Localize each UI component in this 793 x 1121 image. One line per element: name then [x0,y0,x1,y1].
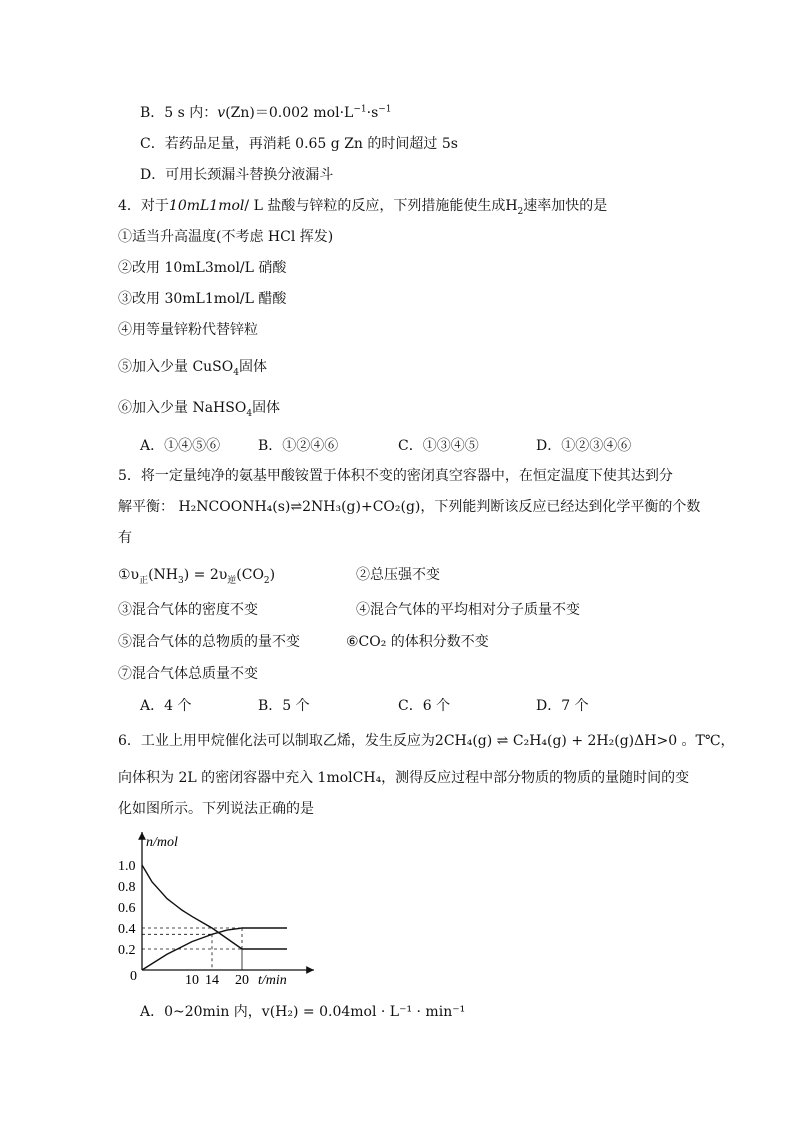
q5-option-b[interactable]: B．5 个 [258,698,310,714]
origin-label: 0 [130,969,137,984]
q3-option-b: B．5 s 内：v(Zn)＝0.002 $mol\cdot L^{-1}\cdot s^{-1}$ [140,104,392,121]
q4-item-1: ①适当升高温度(不考虑 HCl 挥发) [118,229,334,245]
q5-item-7: ⑦混合气体总质量不变 [118,666,258,682]
q4-concentration: 10mL1mol [168,198,245,214]
q6-stem-3: 化如图所示。下列说法正确的是 [118,801,314,817]
y-tick-label: 0.6 [118,901,136,916]
y-tick-label: 0.8 [118,880,136,895]
q6-stem-2: 向体积为 2L 的密闭容器中充入 1molCH₄，测得反应过程中部分物质的物质的量随时间的变 [118,770,690,786]
q5-item-1: $①\upsilon_正(NH_3) = 2\upsilon_逆(CO_2)$ [118,567,276,586]
y-tick-label: 0.2 [118,943,136,958]
q5-item-3: ③混合气体的密度不变 [118,602,258,618]
q5-stem-2: 解平衡： H₂NCOONH₄(s)⇌2NH₃(g)+CO₂(g)，下列能判断该反应已经达到化学平衡的个数 [118,499,701,515]
q5-option-a[interactable]: A．4 个 [140,698,192,714]
q6-stem-1: 6．工业上用甲烷催化法可以制取乙烯，发生反应为2CH₄(g) ⇌ C₂H₄(g) + 2H₂(g)ΔH>0 。T℃， [118,733,735,749]
equilibrium-arrow: ⇌ [290,499,303,515]
q5-stem-1: 5．将一定量纯净的氨基甲酸铵置于体积不变的密闭真空容器中，在恒定温度下使其达到分 [118,468,673,484]
q5-option-d[interactable]: D．7 个 [536,698,589,714]
q5-option-c[interactable]: C．6 个 [398,698,451,714]
q3-option-c: C．若药品足量，再消耗 0.65 g Zn 的时间超过 5s [140,136,458,152]
q4-option-b[interactable]: B．①②④⑥ [258,438,339,454]
q4-item-4: ④用等量锌粉代替锌粒 [118,322,258,338]
q5-item-5: ⑤混合气体的总物质的量不变 [118,634,300,650]
q6-equation: 2CH₄(g) ⇌ C₂H₄(g) + 2H₂(g) [434,733,635,749]
q4-item-6: ⑥加入少量 NaHSO$_4$固体 [118,400,281,419]
q5-item-6: ⑥CO₂ 的体积分数不变 [346,634,489,650]
x-tick-label: 20 [235,973,249,988]
y-axis-label: n/mol [146,835,178,850]
x-tick-label: 10 [185,973,199,988]
series-line-decreasing [142,865,287,949]
q4-option-c[interactable]: C．①③④⑤ [398,438,479,454]
y-tick-label: 1.0 [118,859,136,874]
q4-option-d[interactable]: D．①②③④⑥ [536,438,632,454]
q3-option-d: D．可用长颈漏斗替换分液漏斗 [140,167,334,183]
q5-item-2: ②总压强不变 [356,567,440,583]
q4-item-5: ⑤加入少量 CuSO$_4$固体 [118,359,267,378]
x-axis-label: t/min [258,973,287,988]
amount-vs-time-chart [112,826,322,990]
q5-stem-3: 有 [118,530,132,546]
q4-item-2: ②改用 10mL3mol/L 硝酸 [118,260,287,276]
q4-item-3: ③改用 30mL1mol/L 醋酸 [118,291,287,307]
q6-option-a: A．0~20min 内，v(H₂) = 0.04mol · L⁻¹ · min⁻¹ [140,1004,466,1020]
q4-option-a[interactable]: A．①④⑤⑥ [140,438,221,454]
q4-stem: 4．对于10mL1mol/ L 盐酸与锌粒的反应，下列措施能使生成$H_2$速率加快的是 [118,198,608,217]
x-tick-label: 14 [205,973,219,988]
q5-item-4: ④混合气体的平均相对分子质量不变 [356,602,580,618]
y-tick-label: 0.4 [118,922,136,937]
